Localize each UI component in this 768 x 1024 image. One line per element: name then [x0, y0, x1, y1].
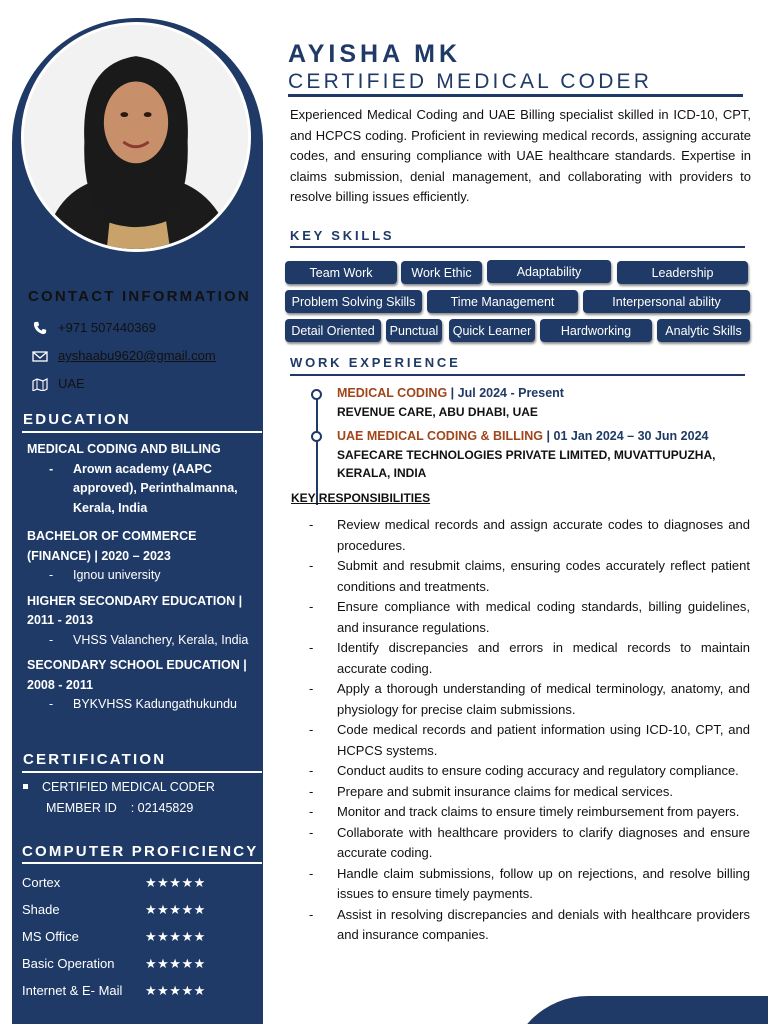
skill-chip: Detail Oriented [285, 319, 381, 342]
list-item: - Collaborate with healthcare providers to clarify diagnoses and ensure accurate coding. [309, 824, 750, 860]
skill-chip: Work Ethic [401, 261, 482, 284]
list-item: - Assist in resolving discrepancies and denials with healthcare providers and insurance companies. [309, 906, 750, 942]
proficiency-row: Cortex ★★★★★ [22, 874, 206, 890]
education-detail: VHSS Valanchery, Kerala, India [73, 632, 249, 647]
list-item: - Review medical records and assign accurate codes to diagnoses and procedures. [309, 517, 750, 553]
email-link[interactable]: ayshaabu9620@gmail.com [58, 348, 216, 363]
location-text: UAE [58, 376, 85, 391]
education-entry: MEDICAL CODING AND BILLING - Arown academy (AAPC approved), Perinthalmanna, Kerala, India [27, 440, 259, 518]
education-detail: Ignou university [73, 568, 161, 582]
star-rating-icon: ★★★★★ [145, 982, 206, 998]
bullet-icon [23, 784, 28, 789]
skill-chip: Interpersonal ability [583, 290, 750, 313]
skills-divider [290, 246, 745, 248]
proficiency-row: Basic Operation ★★★★★ [22, 955, 206, 971]
list-item: - Apply a thorough understanding of medical terminology, anatomy, and physiology for precise claim submissions. [309, 681, 750, 717]
education-entry: BACHELOR OF COMMERCE (FINANCE) | 2020 – 2023 - Ignou university [27, 527, 259, 586]
skill-chip: Problem Solving Skills [285, 290, 422, 313]
job-company: REVENUE CARE, ABU DHABI, UAE [337, 405, 538, 419]
job-title-line: UAE MEDICAL CODING & BILLING | 01 Jan 2024 – 30 Jun 2024 [337, 429, 709, 443]
skill-chip: Analytic Skills [657, 319, 750, 342]
education-entry: SECONDARY SCHOOL EDUCATION | 2008 - 2011 - BYKVHSS Kadungathukundu [27, 656, 259, 715]
certification-divider [22, 771, 262, 773]
profile-summary: Experienced Medical Coding and UAE Billing specialist skilled in ICD-10, CPT, and HCPCS coding. Proficient in reviewing medical records, assigning accurate codes, and ensuring compliance with UAE healthcare standards. Expertise in claims submission, denial management, and collaborating with providers to resolve billing issues efficiently. [290, 107, 751, 204]
list-item: - Prepare and submit insurance claims for medical services. [309, 783, 673, 799]
list-item: - Submit and resubmit claims, ensuring codes accurately reflect patient conditions and treatments. [309, 558, 750, 594]
member-id: MEMBER ID : 02145829 [46, 801, 194, 815]
star-rating-icon: ★★★★★ [145, 874, 206, 890]
email-row [32, 348, 216, 363]
certification-name: CERTIFIED MEDICAL CODER [42, 780, 215, 794]
skill-chip: Time Management [427, 290, 578, 313]
location-row [32, 376, 85, 391]
certification-heading: CERTIFICATION [23, 751, 167, 768]
list-item: - Identify discrepancies and errors in medical records to maintain accurate coding. [309, 640, 750, 676]
education-divider [22, 431, 262, 433]
timeline-dot-icon [311, 431, 322, 442]
job-title-line: MEDICAL CODING | Jul 2024 - Present [337, 386, 564, 400]
skill-chip: Punctual [386, 319, 442, 342]
education-degree: SECONDARY SCHOOL EDUCATION | 2008 - 2011 [27, 658, 247, 692]
job-company: SAFECARE TECHNOLOGIES PRIVATE LIMITED, MUVATTUPUZHA, KERALA, INDIA [337, 448, 716, 480]
corner-decoration [508, 996, 768, 1024]
candidate-name: AYISHA MK [288, 40, 462, 68]
star-rating-icon: ★★★★★ [145, 901, 206, 917]
education-entry: HIGHER SECONDARY EDUCATION | 2011 - 2013 - VHSS Valanchery, Kerala, India [27, 592, 259, 651]
computer-list [22, 869, 262, 1004]
skill-chip: Hardworking [540, 319, 652, 342]
skill-chip: Team Work [285, 261, 397, 284]
proficiency-row: Shade ★★★★★ [22, 901, 206, 917]
education-list [27, 440, 259, 715]
job-title: CERTIFIED MEDICAL CODER [288, 70, 653, 93]
list-item: - Handle claim submissions, follow up on rejections, and resolve billing issues to ensure timely payments. [309, 865, 750, 901]
profile-photo [21, 22, 251, 252]
contact-heading: CONTACT INFORMATION [28, 288, 251, 305]
phone-number: +971 507440369 [58, 320, 156, 335]
education-detail: Arown academy (AAPC approved), Perinthalmanna, Kerala, India [73, 461, 238, 515]
title-divider [288, 94, 743, 97]
phone-row [32, 320, 156, 335]
skill-chip: Quick Learner [449, 319, 535, 342]
map-icon [32, 377, 48, 391]
education-heading: EDUCATION [23, 411, 131, 428]
timeline-dot-icon [311, 389, 322, 400]
experience-divider [290, 374, 745, 376]
certification-block [23, 777, 215, 819]
list-item: - Ensure compliance with medical coding standards, billing guidelines, and insurance regulations. [309, 599, 750, 635]
skill-chip: Leadership [617, 261, 748, 284]
phone-icon [32, 321, 48, 335]
mail-icon [32, 349, 48, 363]
timeline-line [316, 395, 318, 505]
list-item: - Code medical records and patient information using ICD-10, CPT, and HCPCS systems. [309, 722, 750, 758]
education-degree: BACHELOR OF COMMERCE (FINANCE) | 2020 – 2023 [27, 529, 197, 563]
star-rating-icon: ★★★★★ [145, 955, 206, 971]
education-degree: MEDICAL CODING AND BILLING [27, 442, 221, 456]
education-degree: HIGHER SECONDARY EDUCATION | 2011 - 2013 [27, 593, 243, 627]
responsibilities-heading: KEY RESPONSIBILITIES [291, 491, 431, 505]
experience-heading: WORK EXPERIENCE [290, 355, 461, 370]
star-rating-icon: ★★★★★ [145, 928, 206, 944]
skills-heading: KEY SKILLS [290, 228, 395, 243]
computer-heading: COMPUTER PROFICIENCY [22, 843, 259, 860]
responsibilities-list [309, 515, 750, 946]
education-detail: BYKVHSS Kadungathukundu [73, 697, 238, 711]
proficiency-row: Internet & E- Mail ★★★★★ [22, 982, 206, 998]
profile-portrait-image [24, 25, 248, 249]
list-item: - Conduct audits to ensure coding accuracy and regulatory compliance. [309, 763, 739, 778]
skill-chip: Adaptability [487, 260, 611, 283]
proficiency-row: MS Office ★★★★★ [22, 928, 206, 944]
list-item: - Monitor and track claims to ensure timely reimbursement from payers. [309, 804, 740, 819]
computer-divider [22, 862, 262, 864]
